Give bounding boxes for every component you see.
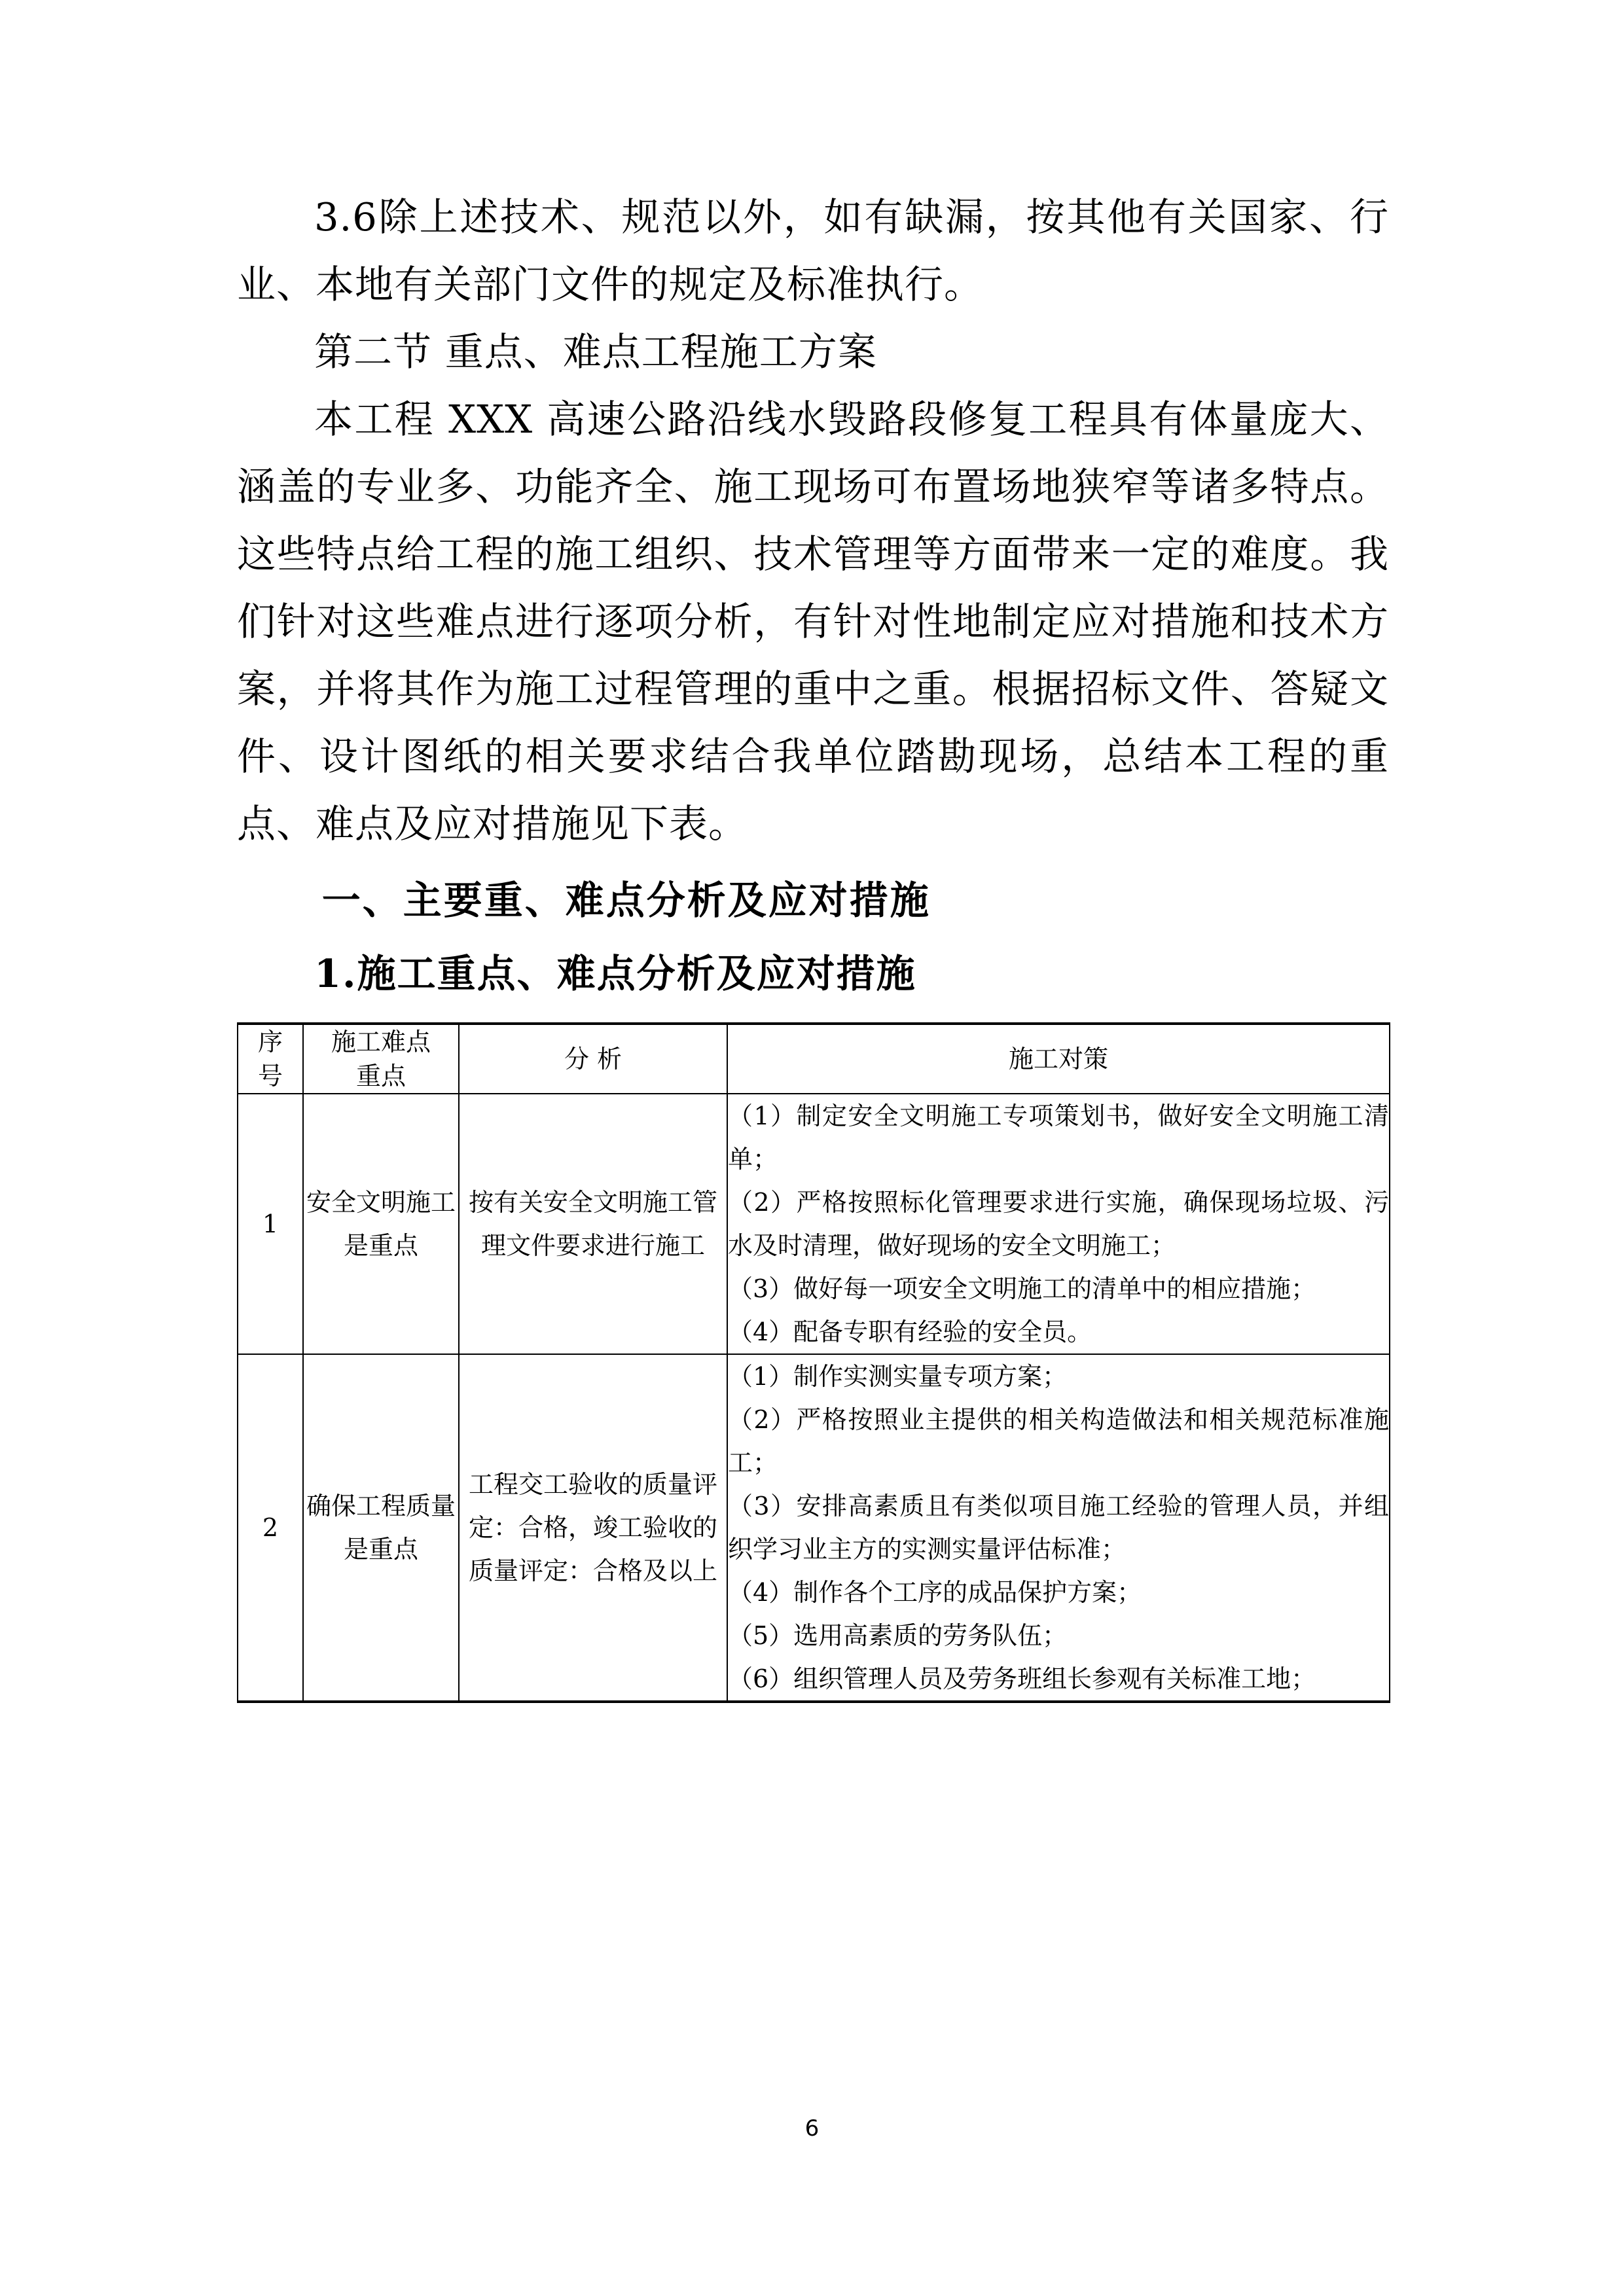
row-2-measure-item: （2）严格按照业主提供的相关构造做法和相关规范标准施工；	[728, 1405, 1389, 1477]
subheading-one: 一、主要重、难点分析及应对措施	[321, 878, 931, 923]
row-2-no: 2	[238, 1354, 303, 1702]
header-cell-measures	[727, 1024, 1390, 1094]
row-1-measure-item: （3）做好每一项安全文明施工的清单中的相应措施；	[728, 1274, 1316, 1303]
row-2-measure-item: （1）制作实测实量专项方案；	[728, 1362, 1068, 1391]
row-1-no: 1	[238, 1094, 303, 1354]
paragraph-intro: 本工程 XXX 高速公路沿线水毁路段修复工程具有体量庞大、涵盖的专业多、功能齐全、施工现场可布置场地狭窄等诸多特点。这些特点给工程的施工组织、技术管理等方面带来一定的难度。我们针对这些难点进行逐项分析，有针对性地制定应对措施和技术方案，并将其作为施工过程管理的重中之重。根据招标文件、答疑文件、设计图纸的相关要求结合我单位踏勘现场，总结本工程的重点、难点及应对措施见下表。	[237, 397, 1389, 846]
row-1-measures	[727, 1094, 1390, 1354]
row-1-measure-item: （1）制定安全文明施工专项策划书，做好安全文明施工清单；	[728, 1102, 1389, 1174]
row-1-point: 安全文明施工是重点	[303, 1094, 459, 1354]
table-header-row	[238, 1024, 1390, 1094]
page-content	[237, 183, 1389, 1703]
section-heading: 第二节 重点、难点工程施工方案	[314, 329, 877, 374]
row-2-measures	[727, 1354, 1390, 1702]
row-2-measure-item: （5）选用高素质的劳务队伍；	[728, 1621, 1068, 1650]
difficulties-table	[237, 1022, 1390, 1703]
paragraph-3-6: 3.6除上述技术、规范以外，如有缺漏，按其他有关国家、行业、本地有关部门文件的规定及标准执行。	[237, 194, 1389, 307]
row-2-measure-item: （3）安排高素质且有类似项目施工经验的管理人员，并组织学习业主方的实测实量评估标准；	[728, 1492, 1389, 1564]
spacer	[237, 857, 1389, 864]
page-number-footer: 6	[804, 2115, 820, 2142]
row-2-analysis: 工程交工验收的质量评定：合格，竣工验收的质量评定：合格及以上	[459, 1354, 727, 1702]
table-row	[238, 1094, 1390, 1354]
header-point-line1: 施工难点	[331, 1028, 431, 1056]
header-no-line1: 序	[257, 1028, 283, 1056]
header-point-line2: 重点	[355, 1062, 406, 1090]
header-cell-no	[238, 1024, 303, 1094]
row-2-measure-item: （6）组织管理人员及劳务班组长参观有关标准工地；	[728, 1664, 1316, 1693]
row-1-measure-item: （4）配备专职有经验的安全员。	[728, 1318, 1092, 1346]
row-1-analysis: 按有关安全文明施工管理文件要求进行施工	[459, 1094, 727, 1354]
header-analysis-label: 分 析	[564, 1045, 623, 1073]
row-1-measure-item: （2）严格按照标化管理要求进行实施，确保现场垃圾、污水及时清理，做好现场的安全文明施工；	[728, 1188, 1389, 1260]
header-cell-analysis	[459, 1024, 727, 1094]
table-row	[238, 1354, 1390, 1702]
header-cell-point	[303, 1024, 459, 1094]
row-2-measure-item: （4）制作各个工序的成品保护方案；	[728, 1578, 1142, 1607]
header-no-line2: 号	[257, 1062, 283, 1090]
header-measures-label: 施工对策	[1008, 1045, 1108, 1073]
row-2-point: 确保工程质量是重点	[303, 1354, 459, 1702]
subheading-one-dot-one: 1.施工重点、难点分析及应对措施	[314, 951, 916, 996]
